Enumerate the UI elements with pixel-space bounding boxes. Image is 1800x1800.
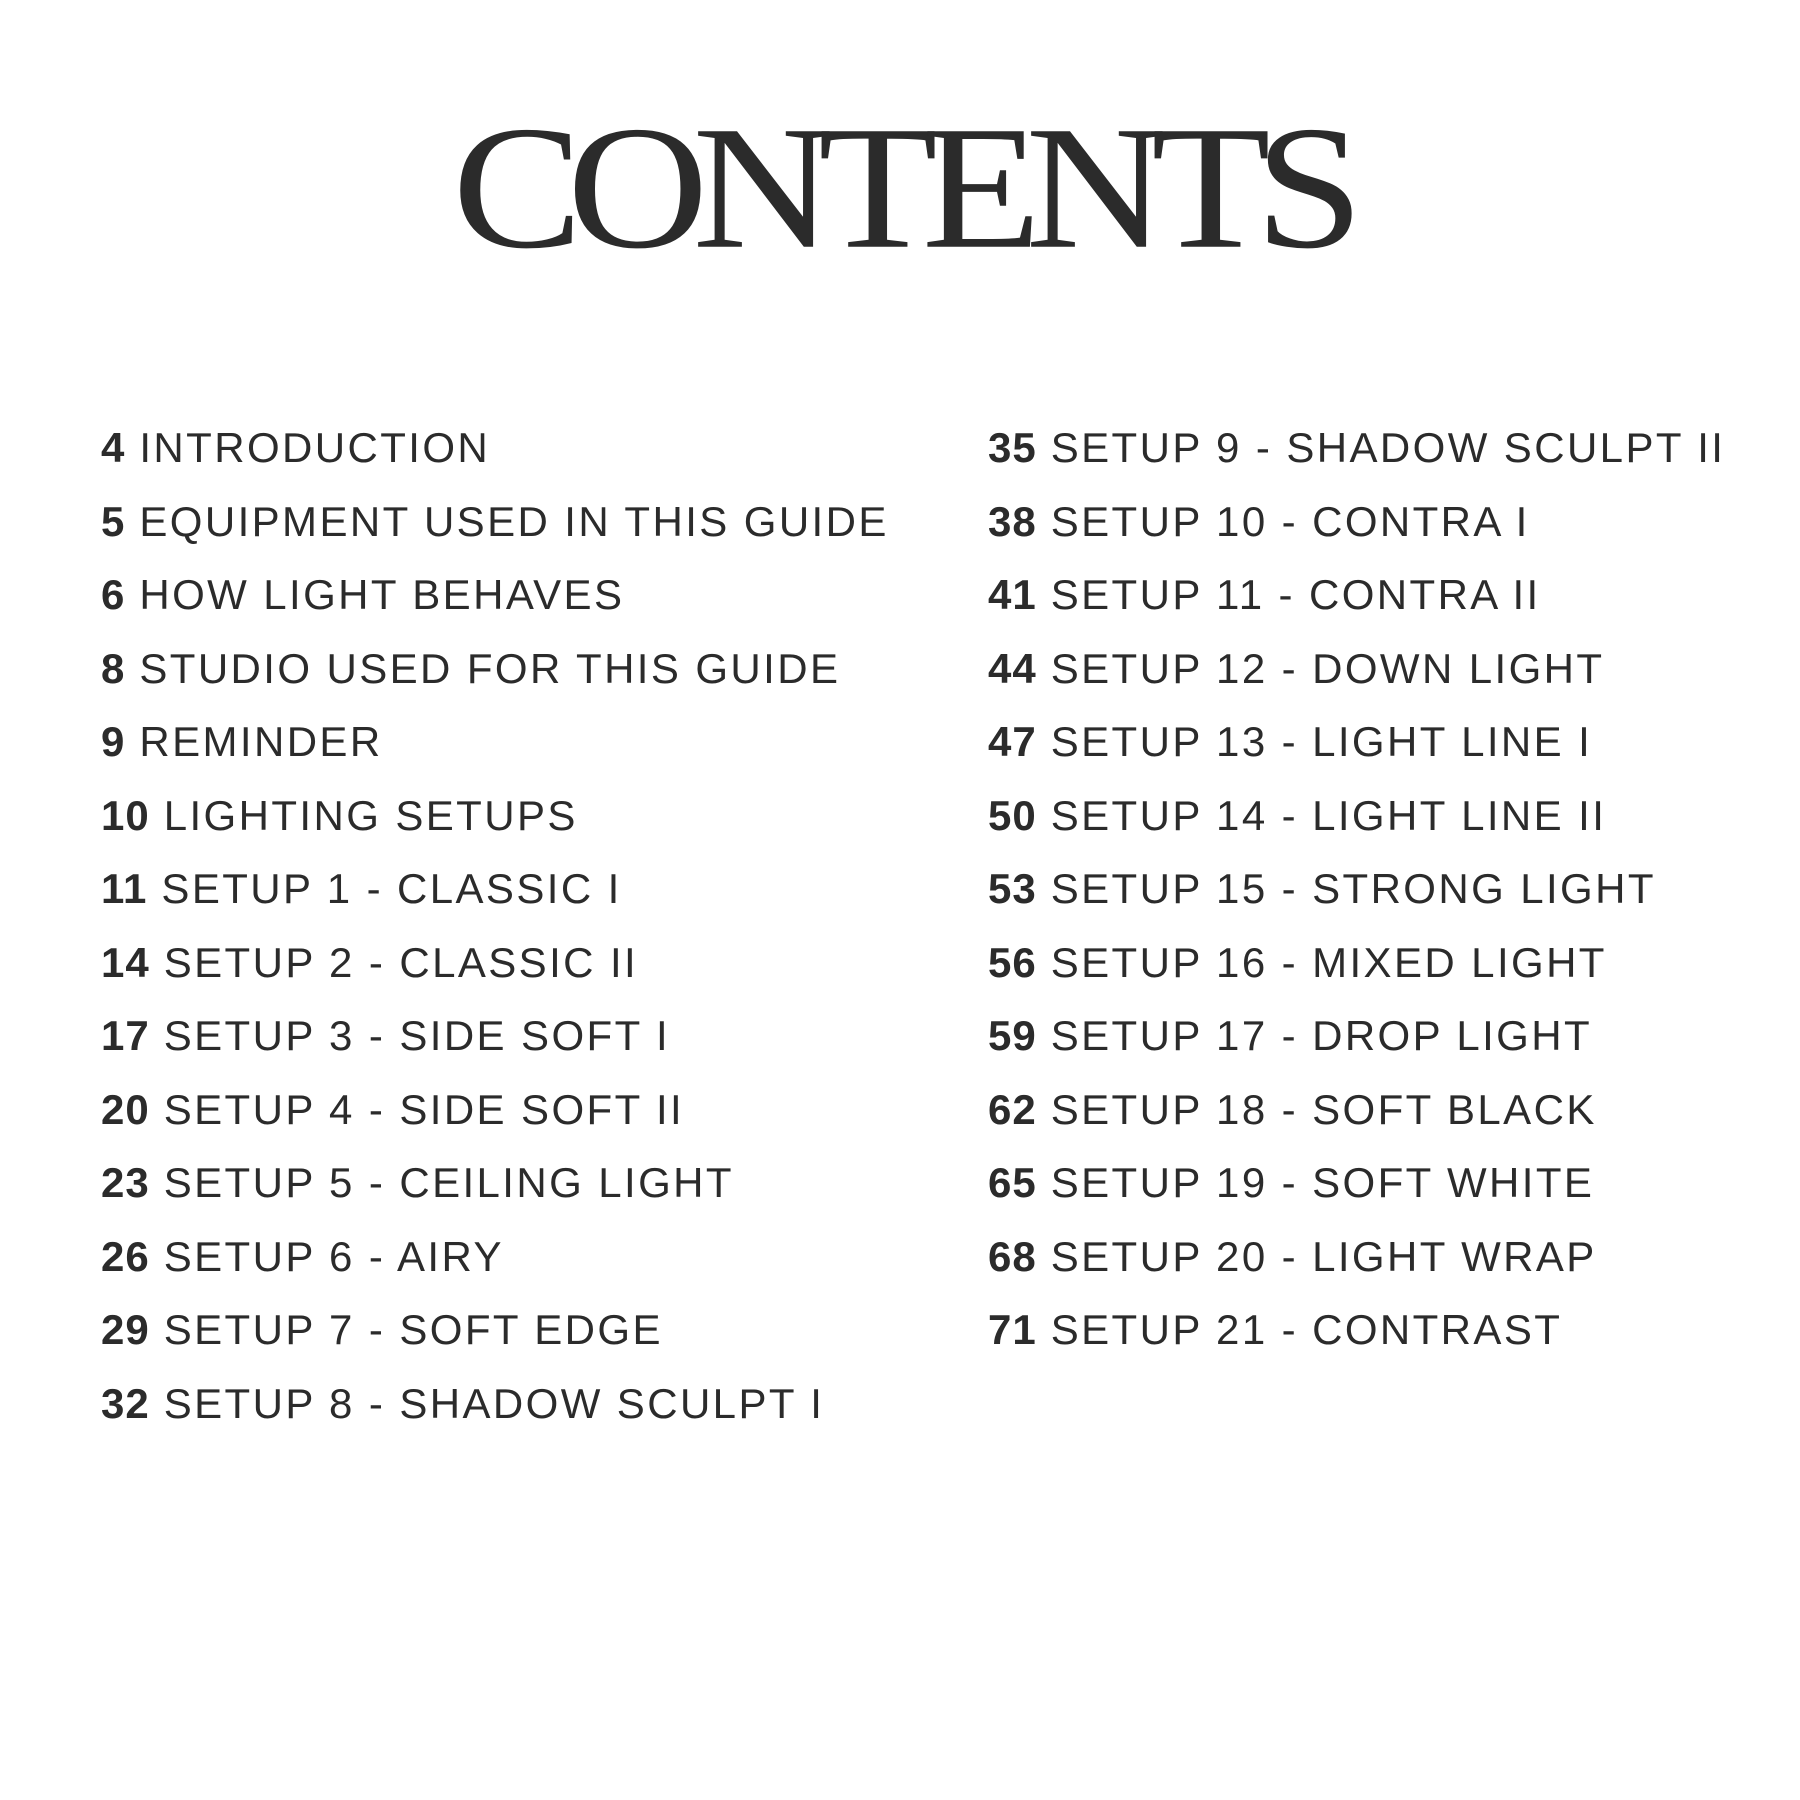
toc-entry [988,859,1725,933]
toc-entry [988,1227,1725,1301]
toc-entry-label: SETUP 12 - DOWN LIGHT [1050,644,1605,692]
toc-entry-label: SETUP 19 - SOFT WHITE [1050,1159,1595,1206]
toc-page-number: 4 [101,424,126,471]
toc-entry [988,1153,1725,1227]
toc-page-number: 17 [101,1012,150,1059]
toc-entry-label: SETUP 9 - SHADOW SCULPT II [1050,424,1726,471]
toc-page-number: 14 [101,938,150,986]
toc-entry-label: EQUIPMENT USED IN THIS GUIDE [139,497,889,545]
toc-entry [101,492,889,566]
toc-entry-label: SETUP 7 - SOFT EDGE [163,1306,663,1353]
toc-entry-label: SETUP 21 - CONTRAST [1050,1306,1563,1353]
toc-page-number: 53 [988,865,1037,912]
toc-page-number: 35 [988,424,1037,471]
toc-page-number: 62 [988,1085,1037,1133]
toc-right-column [988,418,1725,1374]
toc-page-number: 26 [101,1232,150,1280]
toc-entry-label: SETUP 16 - MIXED LIGHT [1050,938,1607,986]
toc-page-number: 32 [101,1379,150,1427]
toc-page-number: 65 [988,1159,1037,1206]
toc-entry [101,712,889,786]
toc-page-number: 68 [988,1232,1037,1280]
toc-page-number: 38 [988,497,1037,545]
toc-entry [988,933,1725,1007]
toc-entry-label: SETUP 11 - CONTRA II [1050,571,1541,618]
toc-entry-label: SETUP 5 - CEILING LIGHT [163,1159,734,1206]
toc-entry [988,786,1725,860]
toc-page-number: 10 [101,791,150,839]
toc-entry-label: SETUP 8 - SHADOW SCULPT I [163,1379,825,1427]
toc-page-number: 6 [101,571,126,618]
toc-entry-label: SETUP 1 - CLASSIC I [161,865,622,912]
toc-entry [101,565,889,639]
toc-page-number: 47 [988,718,1037,765]
toc-entry-label: STUDIO USED FOR THIS GUIDE [139,644,841,692]
toc-left-column [101,418,889,1447]
toc-entry [101,1227,889,1301]
toc-page-number: 59 [988,1012,1037,1059]
toc-entry [101,1006,889,1080]
toc-page-number: 9 [101,718,126,765]
toc-entry [101,1300,889,1374]
toc-page-number: 23 [101,1159,150,1206]
toc-entry-label: SETUP 15 - STRONG LIGHT [1050,865,1656,912]
toc-entry-label: INTRODUCTION [139,424,491,471]
toc-page-number: 71 [988,1306,1037,1353]
toc-entry-label: SETUP 4 - SIDE SOFT II [163,1085,685,1133]
toc-entry-label: SETUP 10 - CONTRA I [1050,497,1530,545]
toc-page-number: 56 [988,938,1037,986]
toc-entry-label: SETUP 17 - DROP LIGHT [1050,1012,1593,1059]
toc-page-number: 5 [101,497,126,545]
toc-entry-label: SETUP 20 - LIGHT WRAP [1050,1232,1597,1280]
page-title: CONTENTS [452,90,1348,286]
toc-entry [988,639,1725,713]
toc-entry [988,492,1725,566]
toc-entry [101,786,889,860]
toc-entry [101,639,889,713]
toc-entry [988,1080,1725,1154]
toc-entry-label: SETUP 18 - SOFT BLACK [1050,1085,1597,1133]
toc-entry-label: SETUP 14 - LIGHT LINE II [1050,791,1607,839]
toc-page-number: 41 [988,571,1037,618]
toc-entry [101,1374,889,1448]
toc-page-number: 20 [101,1085,150,1133]
toc-page-number: 29 [101,1306,150,1353]
toc-entry [988,565,1725,639]
toc-entry [988,712,1725,786]
toc-entry-label: HOW LIGHT BEHAVES [139,571,625,618]
toc-entry-label: REMINDER [139,718,383,765]
toc-entry [988,1300,1725,1374]
toc-entry-label: SETUP 2 - CLASSIC II [163,938,639,986]
toc-entry [101,1080,889,1154]
toc-entry [988,418,1725,492]
toc-entry [988,1006,1725,1080]
toc-page-number: 44 [988,644,1037,692]
toc-entry-label: SETUP 6 - AIRY [163,1232,504,1280]
toc-entry [101,933,889,1007]
toc-page-number: 50 [988,791,1037,839]
toc-page-number: 8 [101,644,126,692]
toc-entry-label: LIGHTING SETUPS [163,791,578,839]
toc-entry-label: SETUP 13 - LIGHT LINE I [1050,718,1593,765]
toc-entry [101,1153,889,1227]
toc-page-number: 11 [101,865,148,912]
toc-entry [101,418,889,492]
toc-entry [101,859,889,933]
toc-entry-label: SETUP 3 - SIDE SOFT I [163,1012,671,1059]
